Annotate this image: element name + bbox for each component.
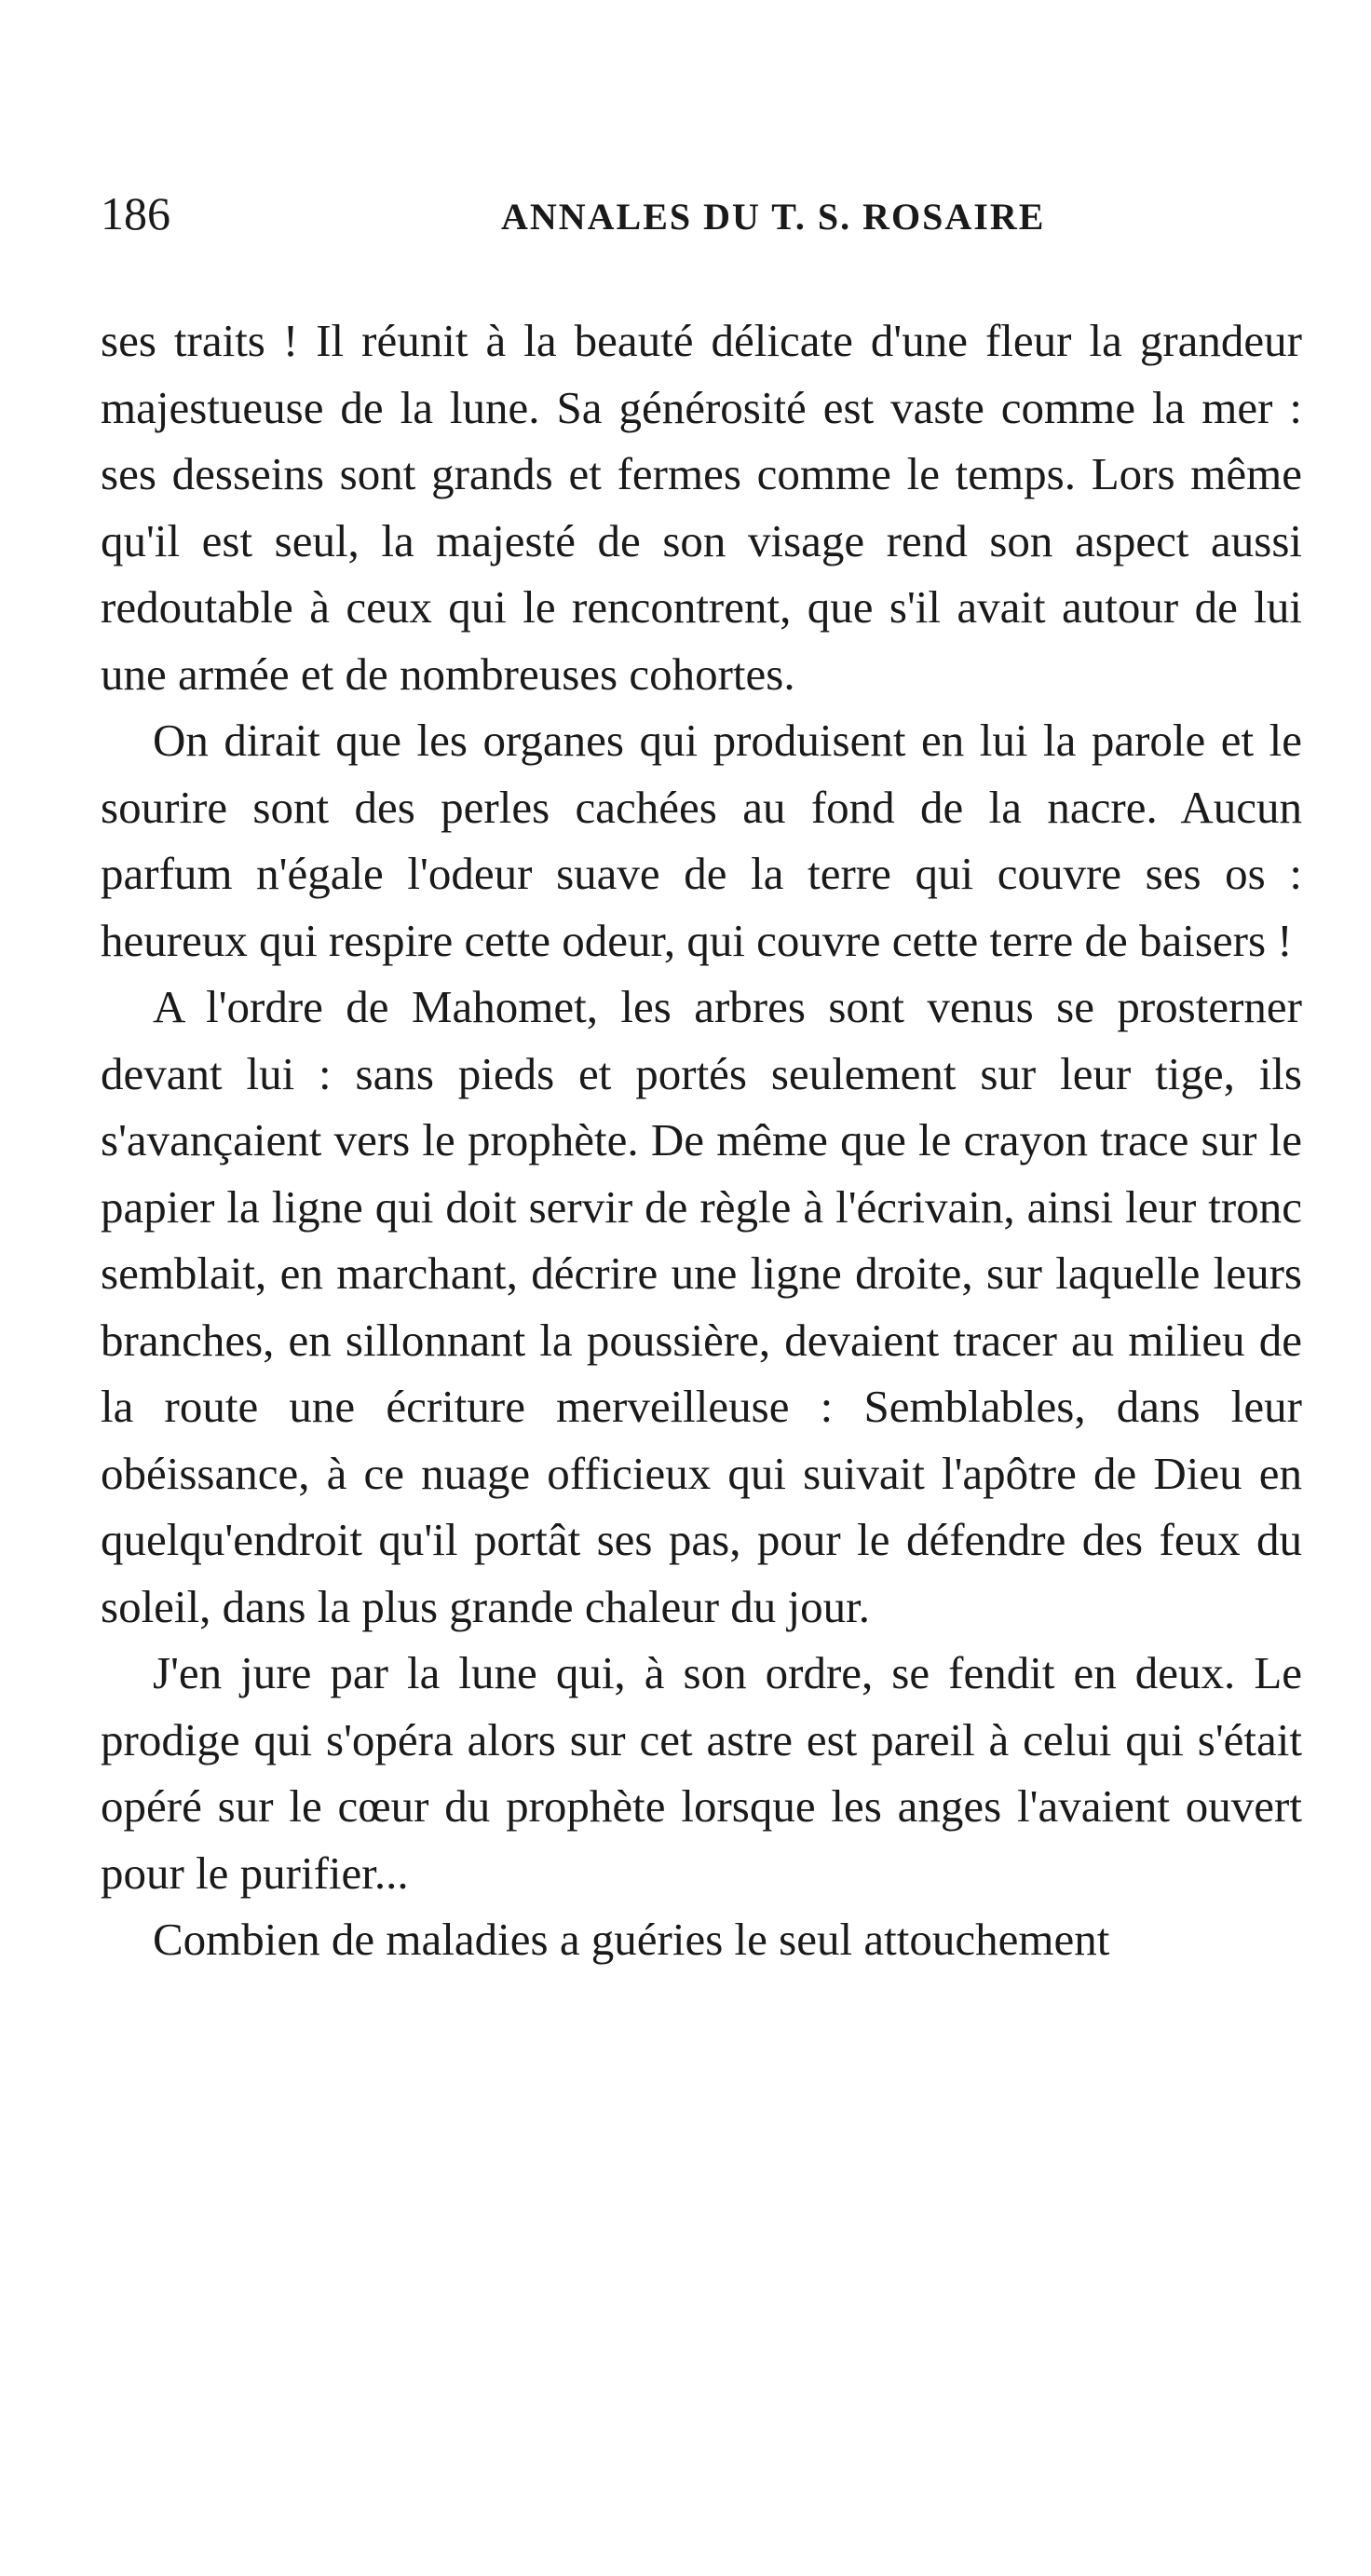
body-text xyxy=(101,307,1302,1973)
paragraph: Combien de maladies a guéries le seul attouchement xyxy=(153,1914,1110,1965)
page-header xyxy=(101,186,1302,261)
paragraph: On dirait que les organes qui produisent en lui la parole et le sourire sont des perles cachées au fond de la nacre. Aucun parfum n'égale l'odeur suave de la terre qui couvre ses os : heureux qui respire cette odeur, qui couvre cette terre de baisers ! xyxy=(101,715,1302,966)
paragraph: A l'ordre de Mahomet, les arbres sont venus se prosterner devant lui : sans pieds et portés seulement sur leur tige, ils s'avançaient vers le prophète. De même que le crayon trace sur le papier la ligne qui doit servir de règle à l'écrivain, ainsi leur tronc semblait, en marchant, décrire une ligne droite, sur laquelle leurs branches, en sillonnant la poussière, devaient tracer au milieu de la route une écriture merveilleuse : Semblables, dans leur obéissance, à ce nuage officieux qui suivait l'apôtre de Dieu en quelqu'endroit qu'il portât ses pas, pour le défendre des feux du soleil, dans la plus grande chaleur du jour. xyxy=(101,981,1302,1632)
paragraph: J'en jure par la lune qui, à son ordre, se fendit en deux. Le prodige qui s'opéra alors sur cet astre est pareil à celui qui s'était opéré sur le cœur du prophète lorsque les anges l'avaient ouvert pour le purifier... xyxy=(101,1647,1302,1899)
paragraph: ses traits ! Il réunit à la beauté délicate d'une fleur la grandeur majestueuse de la lune. Sa générosité est vaste comme la mer : ses desseins sont grands et fermes comme le temps. Lors même qu'il est seul, la majesté de son visage rend son aspect aussi redoutable à ceux qui le rencontrent, que s'il avait autour de lui une armée et de nombreuses cohortes. xyxy=(101,315,1302,700)
page-content xyxy=(101,186,1302,1973)
page-number: 186 xyxy=(101,187,170,239)
running-title: ANNALES DU T. S. ROSAIRE xyxy=(501,196,1046,238)
